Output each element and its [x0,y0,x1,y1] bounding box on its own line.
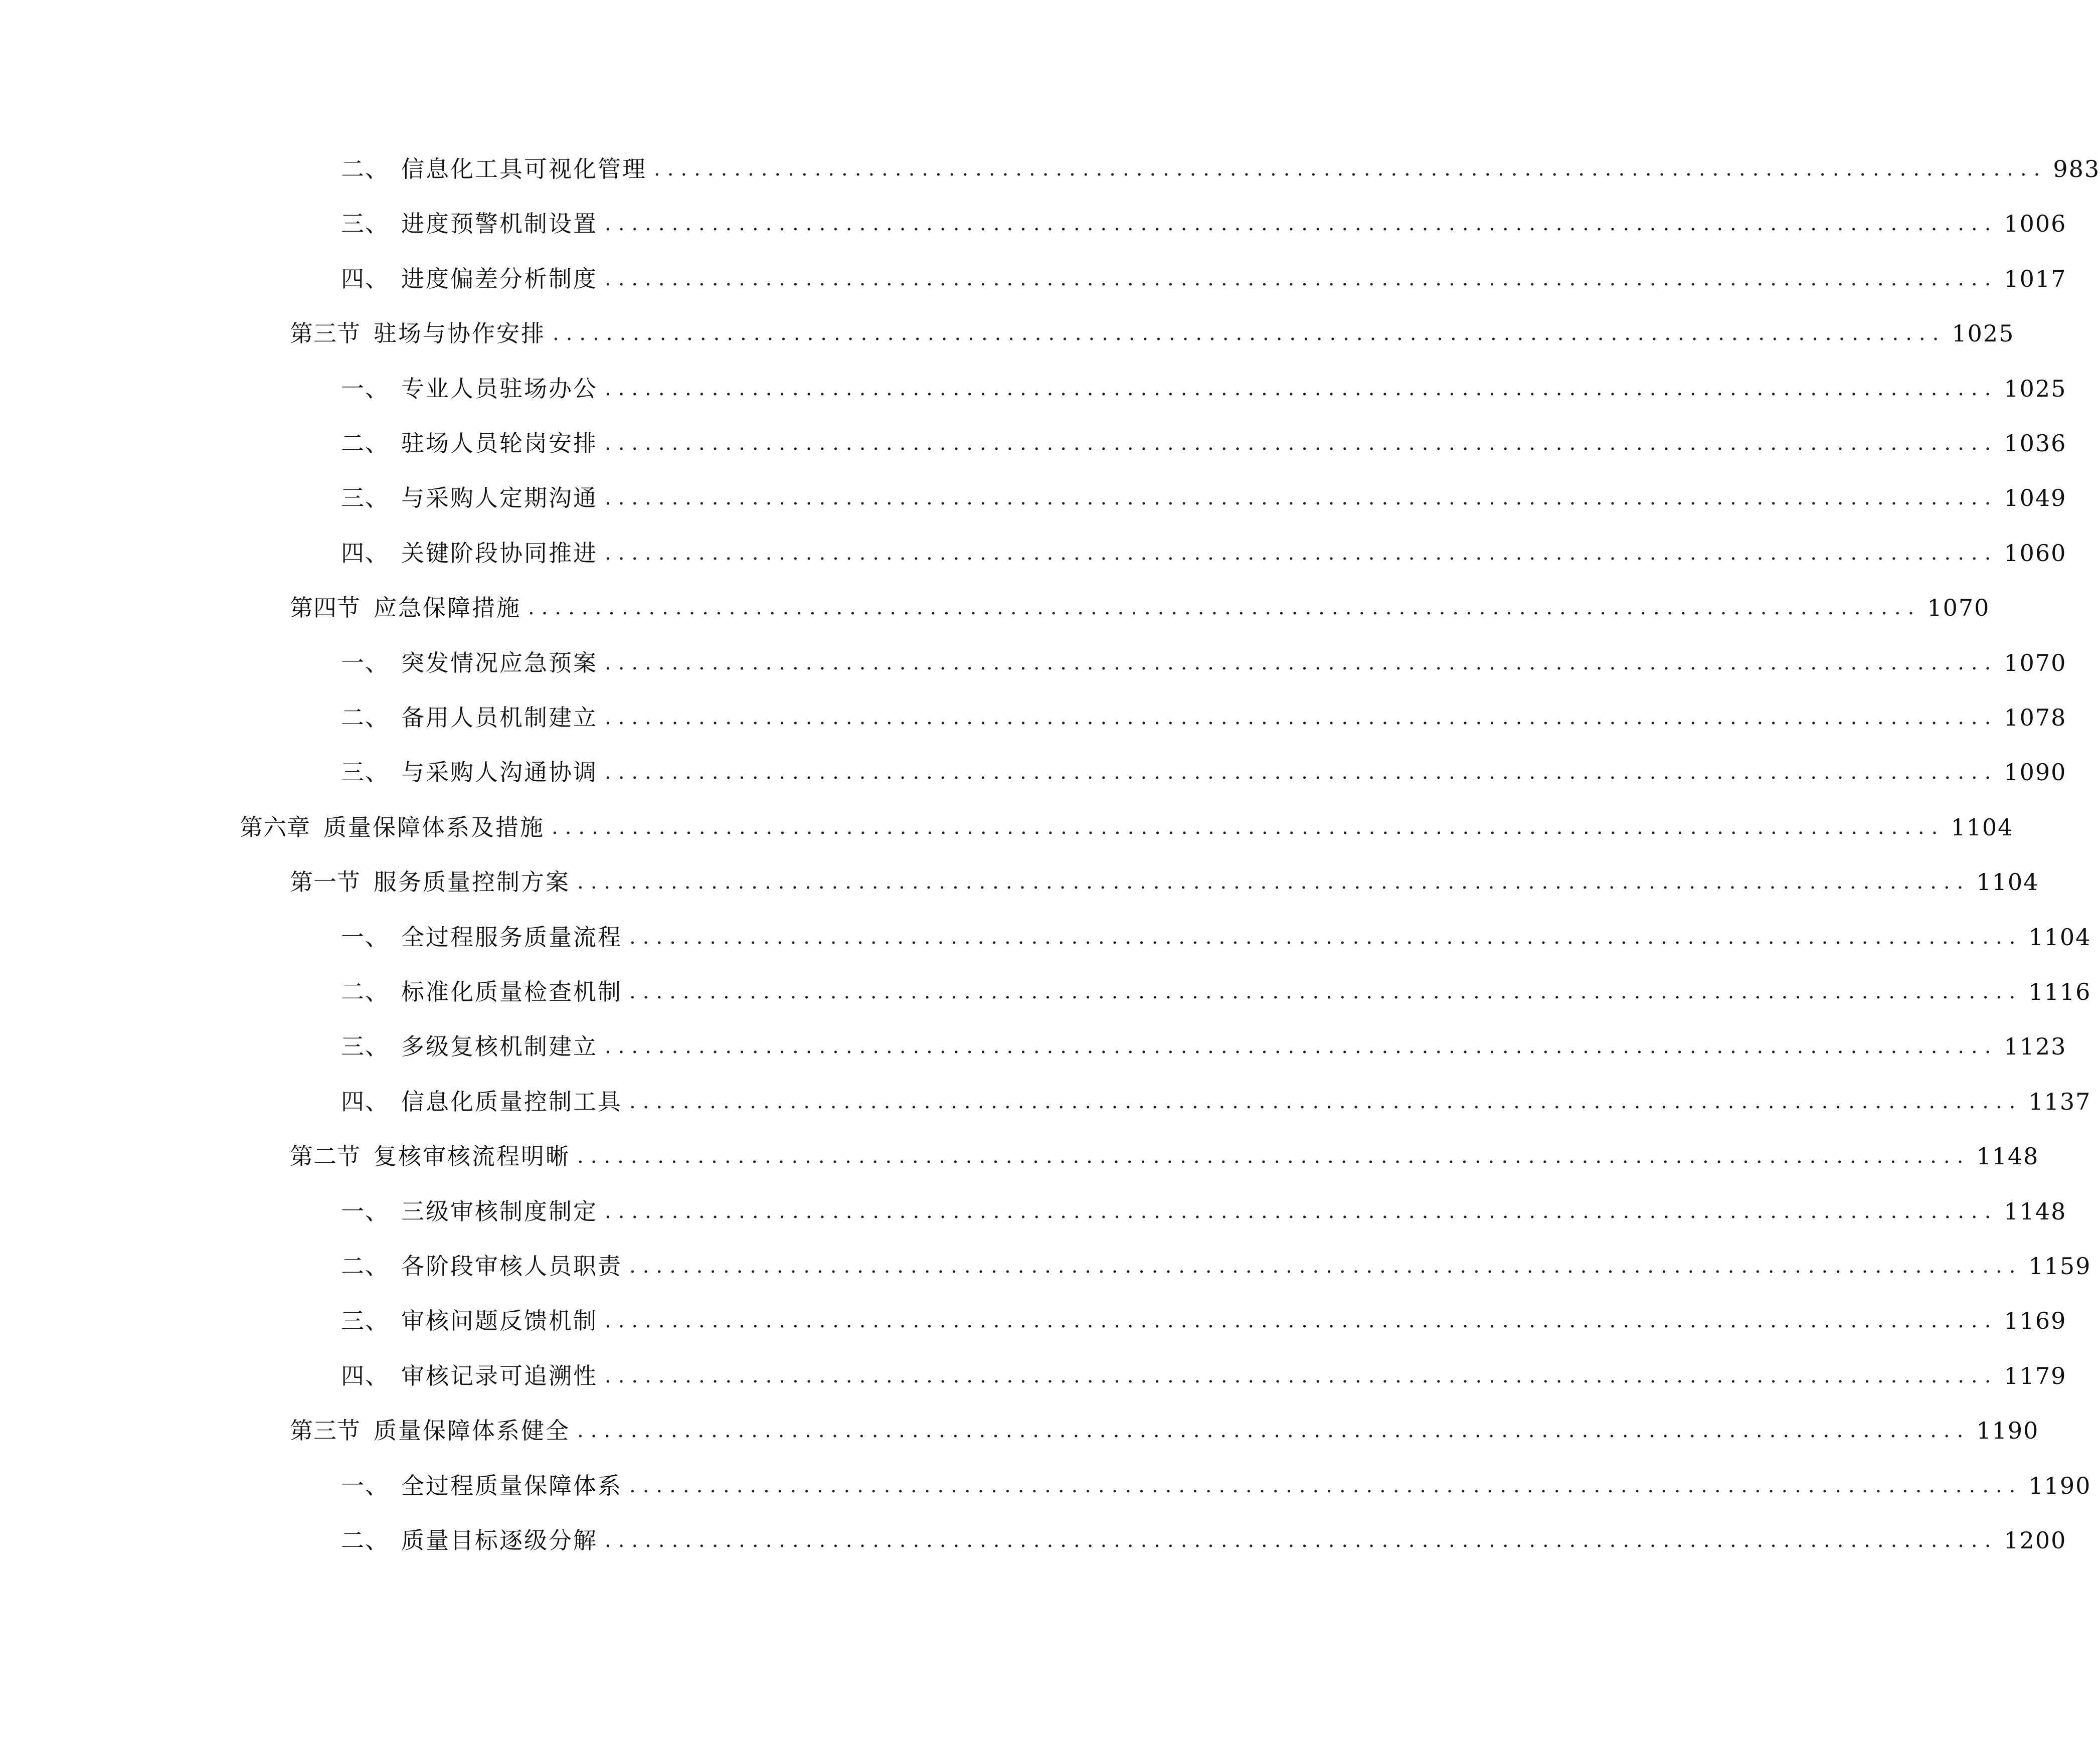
toc-entry-title: 应急保障措施 [374,594,521,621]
toc-entry-number: 四、 [341,540,389,567]
toc-entry[interactable] [341,261,2067,296]
toc-entry-title: 驻场人员轮岗安排 [401,430,598,457]
dot-leader: ........................................................................................................ [629,1255,2023,1278]
toc-entry-title: 质量保障体系健全 [374,1417,570,1444]
toc-entry-page: 1049 [2004,484,2067,511]
toc-entry-number: 一、 [341,1472,389,1499]
toc-entry-number: 二、 [341,1527,389,1554]
toc-entry[interactable] [341,480,2067,515]
toc-entry[interactable] [341,1084,2091,1119]
toc-entry-page: 1104 [2028,924,2091,951]
dot-leader: ........................................................................................................ [629,1474,2023,1497]
toc-entry-page: 1190 [2028,1472,2091,1499]
toc-entry-page: 1078 [2004,704,2067,731]
toc-entry-title: 审核问题反馈机制 [401,1307,598,1334]
toc-entry-title: 质量保障体系及措施 [323,814,545,841]
toc-entry[interactable] [341,371,2067,406]
toc-entry-page: 1123 [2004,1033,2067,1060]
dot-leader: ........................................................................................................ [605,651,1998,674]
toc-entry-page: 1060 [2004,540,2067,567]
dot-leader: ........................................................................................................ [605,377,1998,400]
dot-leader: ........................................................................................................ [605,1035,1998,1058]
dot-leader: ........................................................................................................ [552,816,1945,839]
toc-entry[interactable] [341,1303,2067,1338]
toc-entry-number: 二、 [341,1253,389,1280]
toc-entry-title: 信息化质量控制工具 [401,1088,622,1115]
toc-entry-number: 三、 [341,1033,389,1060]
toc-entry-title: 三级审核制度制定 [401,1198,598,1225]
toc-entry-number: 第六章 [240,814,310,841]
toc-entry-title: 审核记录可追溯性 [401,1362,598,1389]
toc-entry-title: 多级复核机制建立 [401,1033,598,1060]
toc-entry-page: 1104 [1951,814,2014,841]
toc-entry-title: 驻场与协作安排 [374,320,546,347]
toc-entry-title: 标准化质量检查机制 [401,978,622,1005]
toc-entry[interactable] [341,426,2067,461]
toc-entry[interactable] [341,1194,2067,1229]
toc-entry-title: 复核审核流程明晰 [374,1143,570,1170]
dot-leader: ........................................................................................................ [605,432,1998,455]
toc-entry-page: 1190 [1976,1417,2039,1444]
toc-entry[interactable] [290,590,1990,625]
toc-entry-page: 1137 [2028,1088,2091,1115]
toc-entry-number: 一、 [341,924,389,951]
dot-leader: ........................................................................................................ [577,1145,1971,1168]
toc-entry-title: 突发情况应急预案 [401,649,598,676]
toc-entry-title: 备用人员机制建立 [401,704,598,731]
toc-entry-page: 983 [2053,155,2100,183]
dot-leader: ........................................................................................................ [605,267,1998,290]
toc-entry-title: 全过程服务质量流程 [401,924,622,951]
toc-entry-title: 质量目标逐级分解 [401,1527,598,1554]
toc-entry-page: 1025 [2004,375,2067,402]
toc-entry-title: 进度偏差分析制度 [401,265,598,292]
toc-entry-title: 与采购人定期沟通 [401,484,598,511]
toc-entry-page: 1090 [2004,759,2067,786]
dot-leader: ........................................................................................................ [629,926,2023,949]
toc-entry[interactable] [290,1413,2039,1448]
dot-leader: ........................................................................................................ [629,980,2023,1003]
toc-entry-number: 三、 [341,484,389,511]
toc-entry-number: 第三节 [290,320,361,347]
toc-entry[interactable] [341,151,2100,187]
dot-leader: ........................................................................................................ [553,322,1946,345]
toc-entry[interactable] [341,1468,2091,1503]
dot-leader: ........................................................................................................ [605,1529,1998,1552]
toc-entry-title: 各阶段审核人员职责 [401,1253,622,1280]
toc-entry-number: 三、 [341,1307,389,1334]
toc-entry-page: 1159 [2028,1253,2091,1280]
toc-entry-page: 1070 [1927,594,1990,621]
toc-entry[interactable] [341,755,2067,790]
toc-entry-page: 1116 [2028,978,2091,1005]
toc-entry-title: 服务质量控制方案 [374,868,570,896]
toc-entry[interactable] [341,1029,2067,1064]
toc-entry[interactable] [341,206,2067,241]
toc-entry[interactable] [341,536,2067,571]
dot-leader: ........................................................................................................ [577,870,1971,894]
toc-entry-number: 第一节 [290,868,361,896]
toc-entry-page: 1104 [1976,868,2039,896]
toc-entry-number: 二、 [341,704,389,731]
toc-entry-page: 1200 [2004,1527,2067,1554]
toc-entry[interactable] [341,1249,2091,1284]
toc-entry-title: 与采购人沟通协调 [401,759,598,786]
toc-entry-title: 进度预警机制设置 [401,210,598,237]
toc-entry-number: 四、 [341,1362,389,1389]
dot-leader: ........................................................................................................ [605,1309,1998,1332]
toc-entry-number: 四、 [341,265,389,292]
toc-entry[interactable] [240,810,2014,845]
toc-entry[interactable] [341,700,2067,735]
dot-leader: ........................................................................................................ [605,706,1998,729]
toc-entry[interactable] [341,1358,2067,1393]
dot-leader: ........................................................................................................ [605,1200,1998,1223]
toc-entry-page: 1148 [2004,1198,2067,1225]
toc-entry[interactable] [341,974,2091,1009]
toc-entry-number: 第三节 [290,1417,361,1444]
dot-leader: ........................................................................................................ [605,1364,1998,1387]
toc-entry[interactable] [290,864,2039,900]
toc-entry-title: 关键阶段协同推进 [401,540,598,567]
toc-entry-number: 二、 [341,978,389,1005]
dot-leader: ........................................................................................................ [605,542,1998,565]
toc-entry-number: 第四节 [290,594,361,621]
toc-entry-number: 四、 [341,1088,389,1115]
toc-entry-page: 1179 [2004,1362,2067,1389]
toc-entry-number: 一、 [341,1198,389,1225]
toc-entry-page: 1025 [1952,320,2015,347]
toc-entry-number: 二、 [341,155,389,183]
toc-entry-page: 1148 [1976,1143,2039,1170]
toc-entry[interactable] [341,645,2067,680]
toc-entry[interactable] [341,1523,2067,1558]
dot-leader: ........................................................................................................ [605,212,1998,235]
dot-leader: ........................................................................................................ [605,486,1998,509]
toc-entry-number: 一、 [341,649,389,676]
toc-entry-page: 1070 [2004,649,2067,676]
toc-entry-title: 专业人员驻场办公 [401,375,598,402]
toc-entry-title: 信息化工具可视化管理 [401,155,647,183]
toc-entry[interactable] [341,920,2091,955]
toc-entry-number: 三、 [341,759,389,786]
toc-entry-page: 1017 [2004,265,2067,292]
dot-leader: ........................................................................................................ [629,1090,2023,1113]
toc-entry[interactable] [290,1139,2039,1174]
dot-leader: ........................................................................................................ [605,761,1998,784]
toc-entry-page: 1169 [2004,1307,2067,1334]
toc-entry-number: 二、 [341,430,389,457]
toc-entry-number: 第二节 [290,1143,361,1170]
toc-entry-number: 三、 [341,210,389,237]
toc-entry-page: 1036 [2004,430,2067,457]
dot-leader: ........................................................................................................ [528,596,1921,619]
toc-entry[interactable] [290,316,2015,351]
dot-leader: ........................................................................................................ [654,157,2047,181]
toc-entry-number: 一、 [341,375,389,402]
dot-leader: ........................................................................................................ [577,1419,1971,1442]
toc-entry-title: 全过程质量保障体系 [401,1472,622,1499]
toc-entry-page: 1006 [2004,210,2067,237]
